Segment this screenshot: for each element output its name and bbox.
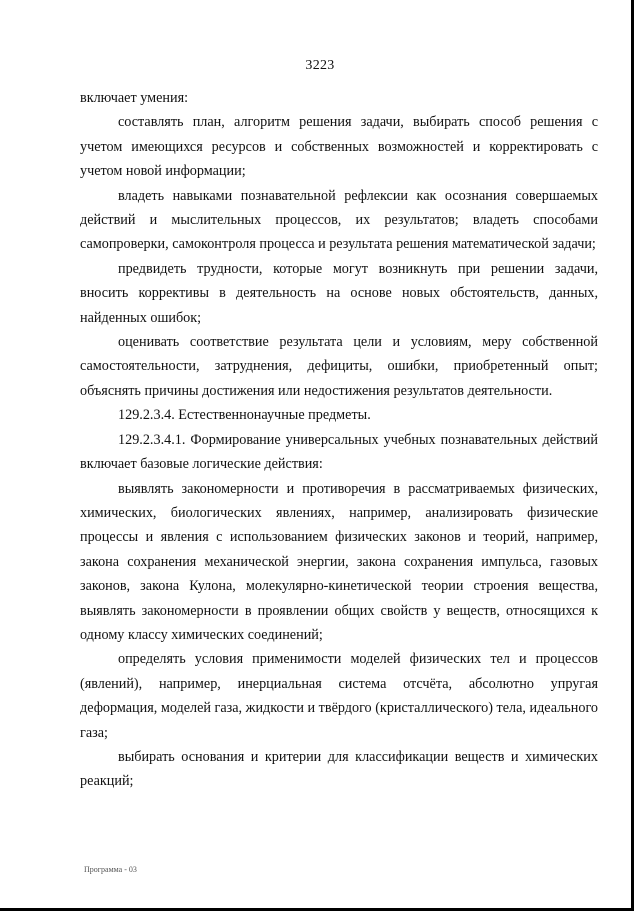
paragraph-models: определять условия применимости моделей физических тел и процессов (явлений), например, инерциальная система отсчёта, абсолютно упругая деформация, моделей газа, жидкости и твёрдого (кристаллического) тела, идеального газа; — [80, 651, 598, 741]
paragraph-logical-actions: 129.2.3.4.1. Формирование универсальных учебных познавательных действий включает базовые логические действия: — [80, 431, 598, 473]
section-heading-natural-sciences: 129.2.3.4. Естественнонаучные предметы. — [118, 407, 371, 424]
footer-label: Программа - 03 — [84, 865, 137, 874]
paragraph-evaluation: оценивать соответствие результата цели и условиям, меру собственной самостоятельности, затруднения, дефициты, ошибки, приобретенный опыт; объяснять причины достижения или недостижения результатов деятельности. — [80, 334, 598, 399]
paragraph-plan: составлять план, алгоритм решения задачи, выбирать способ решения с учетом имеющихся ресурсов и собственных возможностей и корректировать с учетом новой информации; — [80, 114, 598, 180]
paragraph-reflection: владеть навыками познавательной рефлексии как осознания совершаемых действий и мыслительных процессов, их результатов; владеть способами самопроверки, самоконтроля процесса и результата решения математической задачи; — [80, 187, 598, 253]
paragraph-intro: включает умения: — [80, 90, 189, 106]
paragraph-difficulties: предвидеть трудности, которые могут возникнуть при решении задачи, вносить коррективы в деятельность на основе новых обстоятельств, данных, найденных ошибок; — [80, 260, 598, 326]
page-number: 3223 — [305, 58, 335, 73]
document-body — [80, 86, 598, 794]
paragraph-patterns: выявлять закономерности и противоречия в рассматриваемых физических, химических, биологических явлениях, например, анализировать физические процессы и явления с использованием физических законов и теорий, например, закона сохранения механической энергии, закона сохранения импульса, газовых законов, закона Кулона, молекулярно-кинетической теории строения вещества, выявлять закономерности в проявлении общих свойств у веществ, относящихся к одному классу химических соединений; — [80, 480, 598, 643]
paragraph-classification: выбирать основания и критерии для классификации веществ и химических реакций; — [80, 748, 598, 790]
